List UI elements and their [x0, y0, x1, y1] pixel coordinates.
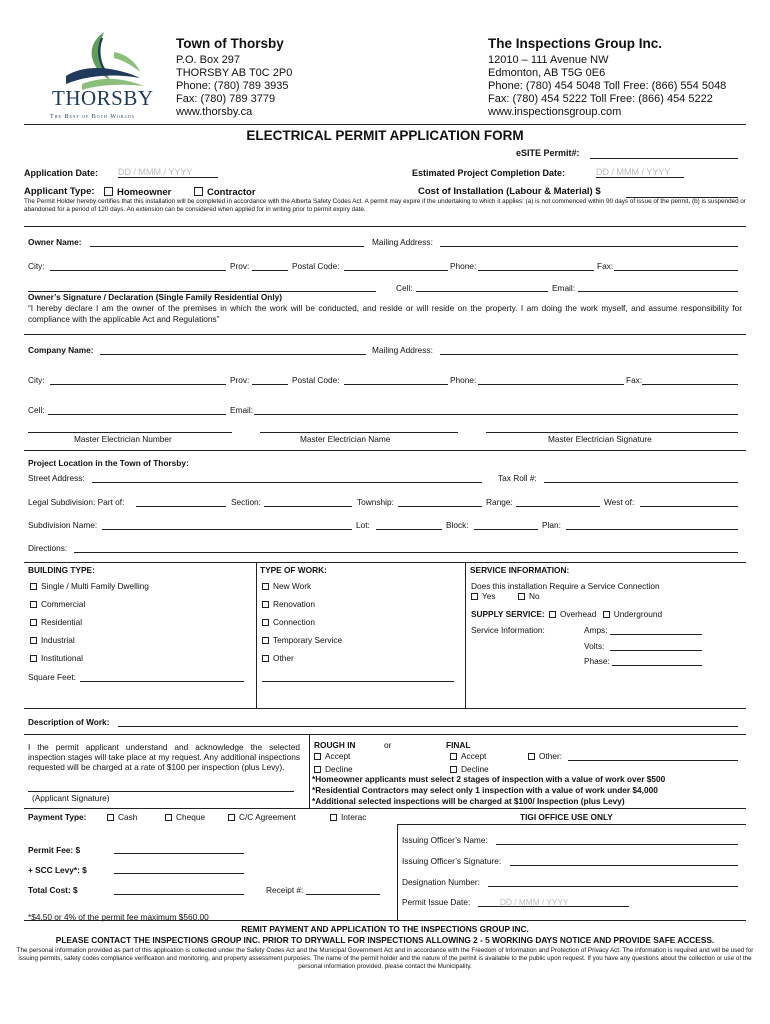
owner-signature-heading: Owner’s Signature / Declaration (Single Family Residential Only) [28, 292, 283, 302]
company-name: The Inspections Group Inc. [488, 36, 663, 51]
square-feet-field[interactable] [80, 681, 244, 682]
directions-field[interactable] [74, 552, 738, 553]
option-text: Temporary Service [273, 635, 343, 645]
logo-word: THORSBY [52, 86, 154, 110]
checkbox[interactable] [450, 766, 457, 773]
payment-section-top [24, 808, 746, 809]
description-label: Description of Work: [28, 717, 110, 727]
building-divider-2 [465, 562, 466, 708]
company-phone: Phone: (780) 454 5048 Toll Free: (866) 554 5048 [488, 80, 727, 92]
range-label: Range: [486, 497, 513, 507]
checkbox[interactable] [30, 619, 37, 626]
building-option-industrial[interactable] [30, 636, 75, 644]
payment-interac-option[interactable] [330, 813, 366, 821]
checkbox[interactable] [314, 753, 321, 760]
rough-in-label: ROUGH IN [314, 740, 356, 750]
payment-cash-option[interactable] [107, 813, 137, 821]
amps-field[interactable] [610, 634, 702, 635]
plan-label: Plan: [542, 520, 561, 530]
checkbox[interactable] [262, 601, 269, 608]
project-section-top [24, 450, 746, 451]
office-heading: TIGI OFFICE USE ONLY [520, 812, 613, 822]
inspection-section-top [24, 734, 746, 735]
option-text: Renovation [273, 599, 315, 609]
building-divider-1 [256, 562, 257, 708]
issuing-signature-field[interactable] [510, 865, 738, 866]
part-of-field[interactable] [136, 506, 226, 507]
lot-label: Lot: [356, 520, 370, 530]
option-text: Other: [539, 751, 563, 761]
checkbox[interactable] [518, 593, 525, 600]
town-address-1: P.O. Box 297 [176, 54, 241, 66]
owner-section-top [24, 226, 746, 227]
applicant-signature-label: (Applicant Signature) [32, 793, 110, 803]
checkbox[interactable] [262, 637, 269, 644]
contractor-postal-label: Postal Code: [292, 375, 340, 385]
receipt-label: Receipt #: [266, 885, 304, 895]
building-option-dwelling[interactable] [30, 582, 149, 590]
lot-field[interactable] [376, 529, 442, 530]
tax-field[interactable] [544, 482, 738, 483]
company-address-2: Edmonton, AB T5G 0E6 [488, 67, 606, 79]
final-other-field[interactable] [568, 760, 738, 761]
work-other-field[interactable] [262, 681, 454, 682]
permit-fee-label: Permit Fee: $ [28, 845, 81, 855]
phase-field[interactable] [612, 665, 702, 666]
application-date-label: Application Date: [24, 168, 99, 178]
payment-cc-option[interactable] [228, 813, 296, 821]
owner-name-field[interactable] [90, 246, 364, 247]
supply-label: SUPPLY SERVICE: [471, 609, 545, 619]
homeowner-option[interactable] [104, 187, 171, 198]
checkbox[interactable] [471, 593, 478, 600]
contractor-postal-field[interactable] [344, 384, 448, 385]
contractor-mailing-field[interactable] [440, 354, 738, 355]
checkbox[interactable] [228, 814, 235, 821]
contractor-fax-field[interactable] [642, 384, 738, 385]
cost-label: Cost of Installation (Labour & Material) $ [418, 186, 601, 197]
inspection-text: I the permit applicant understand and acknowledge the selected inspection stages will take place at my request. Any additional inspections requested will be charged at a rate of $100 per inspection (plus Levy). [28, 742, 300, 772]
header-rule [24, 124, 746, 125]
rough-accept-option[interactable] [314, 752, 350, 760]
option-text: Residential [41, 617, 83, 627]
contractor-phone-label: Phone: [450, 375, 477, 385]
scc-levy-field[interactable] [114, 873, 244, 874]
total-cost-label: Total Cost: $ [28, 885, 78, 895]
owner-prov-field[interactable] [252, 270, 288, 271]
issue-date-field[interactable]: DD / MMM / YYYY [478, 898, 629, 907]
amps-label: Amps: [584, 625, 608, 635]
owner-phone-label: Phone: [450, 261, 477, 271]
inspection-note-3: *Additional selected inspections will be charged at $100/ Inspection (plus Levy) [312, 796, 625, 806]
checkbox[interactable] [262, 619, 269, 626]
checkbox[interactable] [330, 814, 337, 821]
or-label: or [384, 740, 392, 750]
owner-email-label: Email: [552, 283, 576, 293]
issue-date-label: Permit Issue Date: [402, 897, 471, 907]
subdivision-label: Subdivision Name: [28, 520, 98, 530]
street-field[interactable] [92, 482, 482, 483]
owner-mailing-field[interactable] [440, 246, 738, 247]
work-option-renovation[interactable] [262, 600, 315, 608]
final-accept-option[interactable] [450, 752, 486, 760]
final-other-option[interactable] [528, 752, 562, 760]
owner-declaration: “I hereby declare I am the owner of the premises in which the work will be conducted, and reside or will reside on the property. I am doing the work myself, and assume responsibility for compliance with the applicable Act and Regulations” [28, 303, 742, 324]
homeowner-text: Homeowner [117, 187, 172, 198]
town-website: www.thorsby.ca [176, 106, 253, 118]
checkbox[interactable] [450, 753, 457, 760]
owner-mailing-label: Mailing Address: [372, 237, 433, 247]
building-type-heading: BUILDING TYPE: [28, 565, 95, 575]
town-phone: Phone: (780) 789 3935 [176, 80, 289, 92]
supply-row [471, 610, 662, 618]
master-number-field[interactable] [28, 432, 232, 433]
master-signature-field[interactable] [486, 432, 738, 433]
contractor-checkbox[interactable] [194, 187, 203, 196]
service-info-label: Service Information: [471, 625, 545, 635]
building-option-residential[interactable] [30, 618, 82, 626]
option-text: Decline [325, 764, 353, 774]
company-fax: Fax: (780) 454 5222 Toll Free: (866) 454 5222 [488, 93, 713, 105]
master-number-label: Master Electrician Number [74, 434, 172, 444]
completion-date-field[interactable]: DD / MMM / YYYY [596, 168, 684, 178]
owner-fax-field[interactable] [614, 270, 738, 271]
option-text: Industrial [41, 635, 75, 645]
owner-prov-label: Prov: [230, 261, 250, 271]
contractor-email-field[interactable] [254, 414, 738, 415]
contractor-prov-field[interactable] [252, 384, 288, 385]
overhead-option[interactable] [547, 609, 596, 619]
contractor-option[interactable] [194, 187, 256, 198]
payment-label: Payment Type: [28, 812, 87, 822]
town-fax: Fax: (780) 789 3779 [176, 93, 276, 105]
service-no-option[interactable] [518, 592, 540, 600]
work-option-new[interactable] [262, 582, 311, 590]
issuing-signature-label: Issuing Officer’s Signature: [402, 856, 502, 866]
checkbox[interactable] [262, 583, 269, 590]
owner-postal-field[interactable] [344, 270, 448, 271]
checkbox[interactable] [549, 611, 556, 618]
contractor-city-label: City: [28, 375, 45, 385]
scc-levy-label: + SCC Levy*: $ [28, 865, 87, 875]
checkbox[interactable] [528, 753, 535, 760]
option-text: Decline [461, 764, 489, 774]
contractor-text: Contractor [207, 187, 256, 198]
owner-phone-field[interactable] [478, 270, 594, 271]
company-info [488, 36, 726, 119]
footer-remit: REMIT PAYMENT AND APPLICATION TO THE INSPECTIONS GROUP INC. [241, 924, 529, 934]
applicant-signature-field[interactable] [28, 791, 294, 792]
checkbox[interactable] [314, 766, 321, 773]
owner-fax-label: Fax: [597, 261, 614, 271]
company-name-field[interactable] [100, 354, 366, 355]
total-cost-field[interactable] [114, 894, 244, 895]
owner-postal-label: Postal Code: [292, 261, 340, 271]
inspection-note-1: *Homeowner applicants must select 2 stages of inspection with a value of work over $500 [312, 774, 666, 784]
contractor-fax-label: Fax: [626, 375, 643, 385]
permit-fee-field[interactable] [114, 853, 244, 854]
option-text: Accept [325, 751, 351, 761]
subdivision-field[interactable] [102, 529, 352, 530]
office-box-top [397, 824, 746, 825]
issuing-name-field[interactable] [496, 844, 738, 845]
work-option-connection[interactable] [262, 618, 315, 626]
legal-label: Legal Subdivision: Part of: [28, 497, 125, 507]
town-logo [44, 28, 154, 122]
payment-cheque-option[interactable] [165, 813, 205, 821]
contractor-email-label: Email: [230, 405, 254, 415]
town-info [176, 36, 292, 119]
contractor-cell-field[interactable] [48, 414, 226, 415]
type-of-work-heading: TYPE OF WORK: [260, 565, 327, 575]
town-name: Town of Thorsby [176, 36, 284, 51]
option-text: Connection [273, 617, 315, 627]
option-text: Cheque [176, 812, 206, 822]
thorsby-leaf-icon [44, 28, 154, 94]
service-yes-option[interactable] [471, 592, 496, 600]
section-label: Section: [231, 497, 261, 507]
checkbox[interactable] [107, 814, 114, 821]
final-label: FINAL [446, 740, 471, 750]
section-field[interactable] [264, 506, 352, 507]
work-option-other[interactable] [262, 654, 294, 662]
inspection-divider [309, 734, 310, 808]
option-text: C/C Agreement [239, 812, 296, 822]
master-name-field[interactable] [260, 432, 458, 433]
checkbox[interactable] [30, 637, 37, 644]
street-label: Street Address: [28, 473, 85, 483]
option-text: Cash [118, 812, 138, 822]
company-address-1: 12010 – 111 Avenue NW [488, 54, 609, 66]
contractor-phone-field[interactable] [478, 384, 624, 385]
esite-label: eSITE Permit#: [516, 148, 580, 158]
owner-city-label: City: [28, 261, 45, 271]
homeowner-checkbox[interactable] [104, 187, 113, 196]
checkbox[interactable] [262, 655, 269, 662]
building-option-commercial[interactable] [30, 600, 85, 608]
volts-label: Volts: [584, 641, 605, 651]
work-option-temporary[interactable] [262, 636, 342, 644]
contractor-city-field[interactable] [50, 384, 226, 385]
block-label: Block: [446, 520, 469, 530]
west-label: West of: [604, 497, 635, 507]
master-signature-label: Master Electrician Signature [548, 434, 652, 444]
certify-text: The Permit Holder hereby certifies that this installation will be completed in accordance with the Alberta Safety Codes Act. A permit may expire if the undertaking to which it applies: (a) is not commenced within 90 days of issue of the permit, (b) is suspended or abandoned for a period of 120 days. An extension can be considered when applied for in writing prior to permit expiry date. [24, 198, 746, 213]
completion-date-label: Estimated Project Completion Date: [412, 168, 566, 178]
checkbox[interactable] [30, 601, 37, 608]
option-text: Single / Multi Family Dwelling [41, 581, 149, 591]
tax-label: Tax Roll #: [498, 473, 537, 483]
company-name-label: Company Name: [28, 345, 94, 355]
underground-option[interactable] [599, 609, 662, 619]
option-text: Institutional [41, 653, 83, 663]
description-section-top [24, 708, 746, 709]
directions-label: Directions: [28, 543, 68, 553]
service-heading: SERVICE INFORMATION: [470, 565, 570, 575]
contractor-prov-label: Prov: [230, 375, 250, 385]
option-text: Underground [613, 609, 663, 619]
issuing-name-label: Issuing Officer’s Name: [402, 835, 488, 845]
checkbox[interactable] [30, 583, 37, 590]
plan-field[interactable] [566, 529, 738, 530]
levy-note: *$4.50 or 4% of the permit fee maximum $560.00 [28, 912, 209, 922]
project-heading: Project Location in the Town of Thorsby: [28, 458, 189, 468]
footer-rule [24, 920, 746, 921]
owner-cell-field[interactable] [416, 291, 548, 292]
contractor-cell-label: Cell: [28, 405, 45, 415]
square-feet-label: Square Feet: [28, 672, 76, 682]
township-field[interactable] [398, 506, 482, 507]
option-text: Accept [461, 751, 487, 761]
applicant-type-label: Applicant Type: [24, 186, 95, 197]
office-divider [397, 824, 398, 920]
logo-tagline: The Best of Both Worlds [50, 114, 136, 120]
footer-privacy: The personal information provided as part of this application is collected under the Safety Codes Act and the Municipal Government Act and in accordance with the Freedom of Information and Protection of Privacy Act. The information is required and will be used for issuing permits, safety codes compliance verification and monitoring, and property assessment purposes. The name of the permit holder and the nature of the permit is available to the public upon request. If you have any questions about the collection or use of the personal information provided, please contact the Municipality. [16, 947, 754, 970]
owner-email-field[interactable] [578, 291, 738, 292]
checkbox[interactable] [603, 611, 610, 618]
description-field[interactable] [118, 726, 738, 727]
checkbox[interactable] [165, 814, 172, 821]
master-name-label: Master Electrician Name [300, 434, 391, 444]
contractor-mailing-label: Mailing Address: [372, 345, 433, 355]
footer-contact: PLEASE CONTACT THE INSPECTIONS GROUP INC. PRIOR TO DRYWALL FOR INSPECTIONS ALLOWING 2 - 5 WORKING DAYS NOTICE AND PROVIDE SAFE ACCESS. [55, 935, 715, 945]
option-text: Yes [482, 591, 496, 601]
application-date-field[interactable]: DD / MMM / YYYY [118, 168, 218, 178]
designation-field[interactable] [488, 886, 738, 887]
option-text: No [529, 591, 540, 601]
option-text: New Work [273, 581, 312, 591]
owner-name-label: Owner Name: [28, 237, 82, 247]
option-text: Overhead [559, 609, 597, 619]
checkbox[interactable] [30, 655, 37, 662]
rough-decline-option[interactable] [314, 765, 353, 773]
designation-label: Designation Number: [402, 877, 480, 887]
receipt-field[interactable] [306, 894, 380, 895]
range-field[interactable] [516, 506, 600, 507]
owner-cell-label: Cell: [396, 283, 413, 293]
option-text: Commercial [41, 599, 86, 609]
volts-field[interactable] [610, 650, 702, 651]
inspection-note-2: *Residential Contractors may select only 1 inspection with a value of work under $4,000 [312, 785, 658, 795]
contractor-section-top [24, 334, 746, 335]
west-field[interactable] [640, 506, 738, 507]
block-field[interactable] [474, 529, 538, 530]
phase-label: Phase: [584, 656, 610, 666]
owner-city-field[interactable] [50, 270, 226, 271]
town-address-2: THORSBY AB T0C 2P0 [176, 67, 293, 79]
option-text: Interac [341, 812, 367, 822]
esite-field[interactable] [590, 158, 738, 159]
township-label: Township: [357, 497, 394, 507]
form-title: ELECTRICAL PERMIT APPLICATION FORM [246, 128, 524, 143]
building-section-top [24, 562, 746, 563]
company-website: www.inspectionsgroup.com [488, 106, 622, 118]
final-decline-option[interactable] [450, 765, 489, 773]
building-option-institutional[interactable] [30, 654, 83, 662]
service-question: Does this installation Require a Service Connection [471, 581, 660, 591]
option-text: Other [273, 653, 294, 663]
